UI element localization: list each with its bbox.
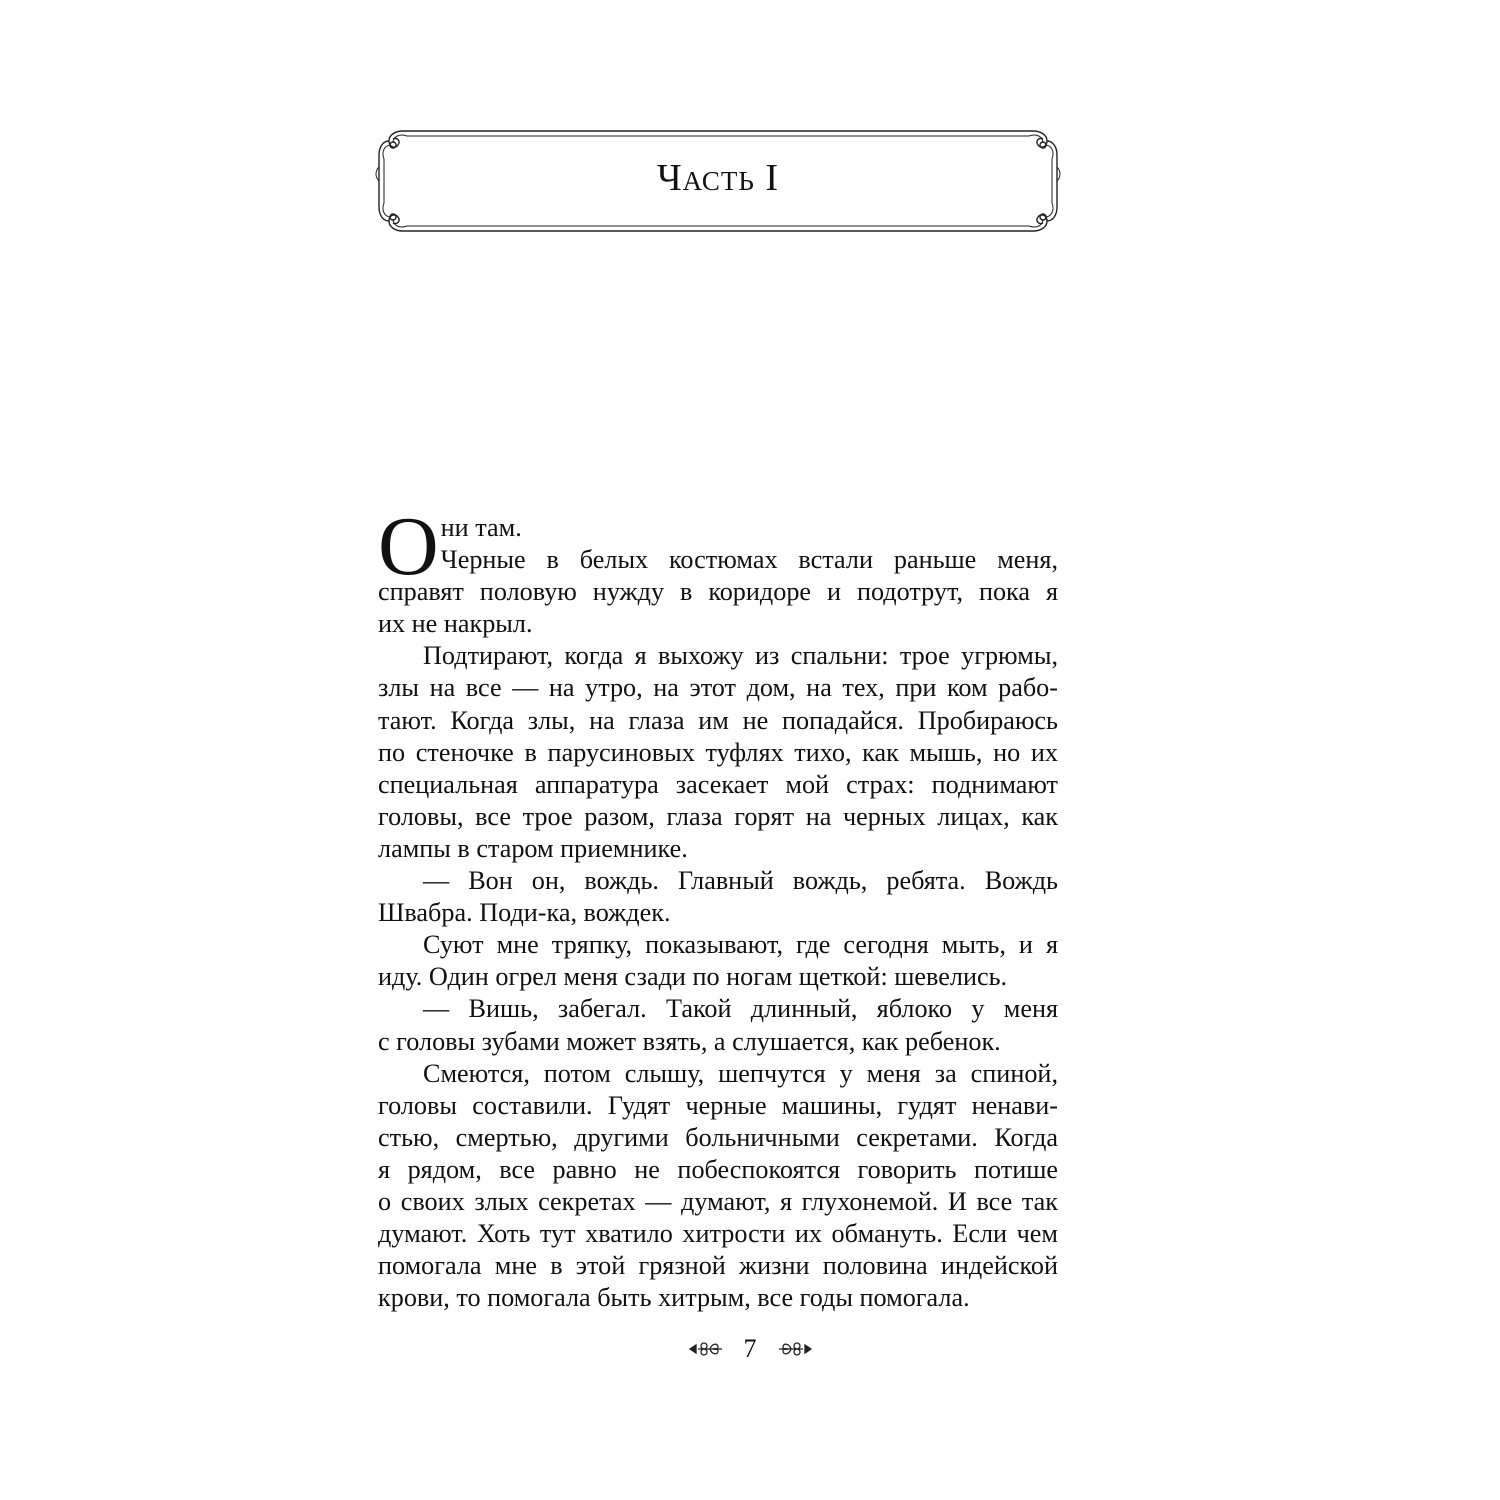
text-line: лампы в старом приемнике. [378,833,688,863]
page-number: 7 [743,1334,757,1363]
text-line: помогала мне в этой грязной жизни половина индейской [378,1251,1058,1281]
fleuron-left-icon [686,1337,726,1361]
part-title-text: Часть I [656,157,779,199]
text-line: думают. Хоть тут хватило хитрости их обмануть. Если чем [378,1219,1058,1249]
text-line: я рядом, все равно не побеспокоятся говорить потише [378,1154,1058,1184]
text-line: тают. Когда злы, на глаза им не попадайся. Пробираюсь [378,705,1058,735]
fleuron-right-icon [775,1337,815,1361]
text-line: Швабра. Поди-ка, вождек. [378,898,671,928]
part-title-frame [375,127,1061,235]
text-line: — Вишь, забегал. Такой длинный, яблоко у меня [423,994,1058,1024]
drop-cap: О [378,500,439,593]
text-line: стью, смертью, другими больничными секретами. Когда [378,1122,1058,1152]
chapter-text [378,500,1058,1314]
text-line: специальная аппаратура засекает мой страх: поднимают [378,769,1058,799]
text-line: справят половую нужду в коридоре и подотрут, пока я [378,577,1058,607]
text-line: ни там. [440,513,522,542]
text-line: о своих злых секретах — думают, я глухонемой. И все так [378,1186,1058,1216]
text-line: Смеются, потом слышу, шепчутся у меня за спиной, [423,1058,1058,1088]
text-line: Черные в белых костюмах встали раньше меня, [440,545,1058,575]
text-line: иду. Один огрел меня сзади по ногам щеткой: шевелись. [378,962,1008,992]
text-line: головы составили. Гудят черные машины, гудят ненави- [378,1090,1058,1120]
page-footer [0,1333,1500,1373]
text-line: крови, то помогала быть хитрым, все годы помогала. [378,1283,970,1313]
text-line: злы на все — на утро, на этот дом, на тех, при ком рабо- [378,673,1058,703]
text-line: с головы зубами может взять, а слушается, как ребенок. [378,1026,1001,1056]
text-line: по стеночке в парусиновых туфлях тихо, как мышь, но их [378,737,1058,767]
text-line: Подтирают, когда я выхожу из спальни: трое угрюмы, [423,641,1058,671]
text-line: их не накрыл. [378,609,533,639]
part-title [375,153,1061,203]
text-line: — Вон он, вождь. Главный вождь, ребята. Вождь [423,866,1058,896]
text-line: Суют мне тряпку, показывают, где сегодня мыть, и я [423,930,1058,960]
text-line: головы, все трое разом, глаза горят на черных лицах, как [378,801,1058,831]
